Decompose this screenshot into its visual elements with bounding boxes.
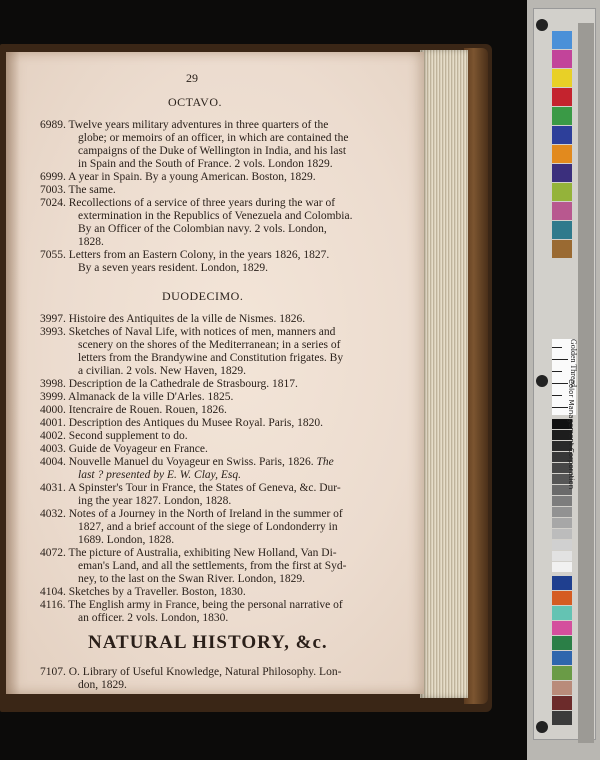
color-swatch [552,576,572,590]
color-swatch [552,69,572,87]
gray-swatch [552,518,572,528]
entry-line: 4072. The picture of Australia, exhibiting New Holland, Van Di- [40,547,337,559]
gray-swatch [552,496,572,506]
section-heading-octavo: OCTAVO. [168,95,222,109]
card-hole [536,375,548,387]
entry-line: in Spain and the South of France. 2 vols. London 1829. [78,158,333,170]
color-swatch [552,164,572,182]
ruler-tick [552,359,568,360]
section-heading-natural-history: NATURAL HISTORY, &c. [88,632,328,653]
entry-line: 3993. Sketches of Naval Life, with notices of men, manners and [40,326,336,338]
entry-line: 6989. Twelve years military adventures in three quarters of the [40,119,329,131]
gray-swatch [552,540,572,550]
entry-line: 1828. [78,236,104,248]
color-swatch [552,636,572,650]
entry-line: 4001. Description des Antiques du Musee Royal. Paris, 1820. [40,417,324,429]
entry-line: ney, to the last on the Swan River. London, 1829. [78,573,305,585]
entry-line: 3999. Almanack de la ville D'Arles. 1825. [40,391,234,403]
entry-line: 7055. Letters from an Eastern Colony, in the years 1826, 1827. [40,249,330,261]
color-swatch [552,126,572,144]
entry-line: globe; or memoirs of an officer, in which are contained the [78,132,349,144]
color-swatch [552,711,572,725]
entry-line: 1827, and a brief account of the siege of Londonderry in [78,521,338,533]
entry-line: an officer. 2 vols. London, 1830. [78,612,229,624]
entry-line: ing the year 1827. London, 1828. [78,495,232,507]
color-swatch [552,221,572,239]
ruler-tick [552,347,562,348]
entry-line: scenery on the shores of the Mediterranean; in a series of [78,339,341,351]
entry-line: 4000. Itencraire de Rouen. Rouen, 1826. [40,404,227,416]
color-swatch [552,651,572,665]
entry-line: By an Officer of the Colombian navy. 2 vols. London, [78,223,327,235]
entry-line: 4031. A Spinster's Tour in France, the States of Geneva, &c. Dur- [40,482,341,494]
italic-note: last ? presented by E. W. Clay, Esq. [78,469,242,481]
entry-line: campaigns of the Duke of Wellington in India, and his last [78,145,347,157]
gray-swatch [552,507,572,517]
color-swatch [552,591,572,605]
color-swatch [552,107,572,125]
entry-line: don, 1829. [78,679,127,691]
card-side-label: Golden Thread [569,339,578,388]
color-card-body [533,8,596,740]
entry-line: 3997. Histoire des Antiquites de la ville de Nismes. 1826. [40,313,306,325]
entry-line: 7024. Recollections of a service of three years during the war of [40,197,336,209]
entry-line: 4116. The English army in France, being the personal narrative of [40,599,343,611]
entry-line: extermination in the Republics of Venezuela and Colombia. [78,210,353,222]
color-swatch [552,606,572,620]
color-swatch [552,145,572,163]
entry-line [78,469,241,482]
color-calibration-card [527,0,600,760]
color-swatch [552,88,572,106]
section-heading-duodecimo: DUODECIMO. [162,289,244,303]
ruler-tick [552,395,562,396]
color-swatch [552,202,572,220]
gray-swatch [552,562,572,572]
entry-line: 6999. A year in Spain. By a young American. Boston, 1829. [40,171,316,183]
entry-text: 4004. Nouvelle Manuel du Voyageur en Swiss. Paris, 1826. [40,456,314,468]
card-strip-text: Color Management Corporation [567,379,575,490]
gray-swatch [552,551,572,561]
card-hole [536,721,548,733]
entry-line [40,456,334,469]
page-number: 29 [186,71,198,85]
ruler-tick [552,371,562,372]
entry-line: 3998. Description de la Cathedrale de Strasbourg. 1817. [40,378,298,390]
color-swatch [552,31,572,49]
color-swatch [552,666,572,680]
color-swatch [552,240,572,258]
italic-note: The [316,456,334,468]
entry-line: letters from the Brandywine and Constitution frigates. By [78,352,344,364]
card-label-strip [578,23,594,743]
page-edges [420,50,468,698]
entry-line: 7003. The same. [40,184,116,196]
color-swatch [552,50,572,68]
color-swatch [552,183,572,201]
entry-line: a civilian. 2 vols. New Haven, 1829. [78,365,246,377]
entry-line: 7107. O. Library of Useful Knowledge, Natural Philosophy. Lon- [40,666,342,678]
entry-line: 4032. Notes of a Journey in the North of Ireland in the summer of [40,508,343,520]
color-swatch [552,681,572,695]
entry-line: By a seven years resident. London, 1829. [78,262,269,274]
entry-line: eman's Land, and all the settlements, from the first at Syd- [78,560,347,572]
color-swatch [552,696,572,710]
gray-swatch [552,529,572,539]
entry-line: 4104. Sketches by a Traveller. Boston, 1830. [40,586,246,598]
ruler-tick [552,407,568,408]
entry-line: 4003. Guide de Voyageur en France. [40,443,208,455]
entry-line: 1689. London, 1828. [78,534,175,546]
card-hole [536,19,548,31]
gutter-shadow [6,52,20,694]
entry-line: 4002. Second supplement to do. [40,430,188,442]
ruler-tick [552,383,568,384]
color-swatch [552,621,572,635]
